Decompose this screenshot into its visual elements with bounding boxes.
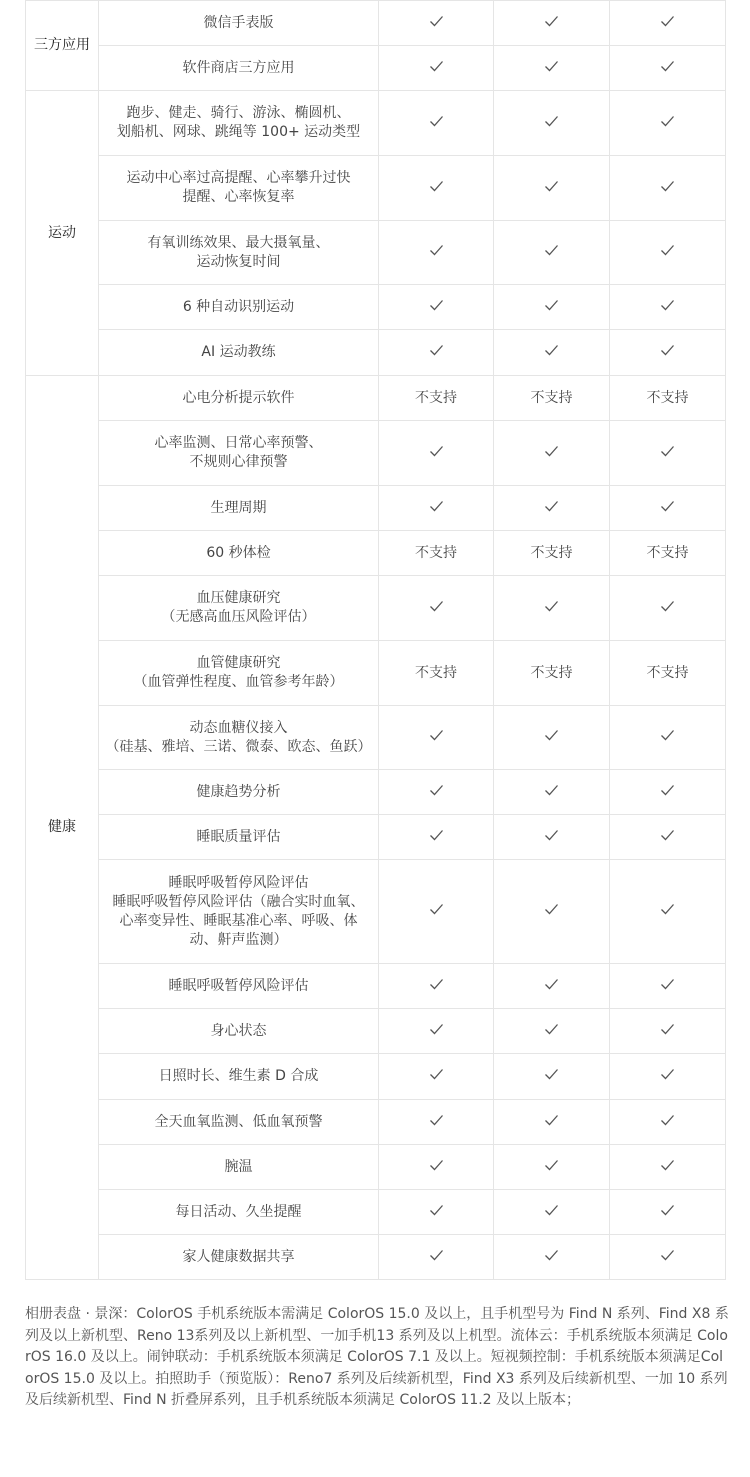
check-icon [544, 299, 559, 311]
check-icon [544, 1204, 559, 1216]
feature-line: 每日活动、久坐提醒 [175, 1203, 302, 1220]
support-cell [494, 421, 610, 486]
check-icon [660, 445, 675, 457]
check-icon [660, 344, 675, 356]
support-cell [494, 1190, 610, 1235]
check-icon [544, 1023, 559, 1035]
check-icon [660, 15, 675, 27]
not-supported-label: 不支持 [530, 389, 573, 406]
check-icon [660, 978, 675, 990]
support-cell [494, 860, 610, 964]
table-row [26, 421, 726, 486]
feature-cell [99, 1054, 379, 1100]
check-icon [544, 600, 559, 612]
support-cell [494, 285, 610, 330]
table-row [26, 330, 726, 376]
feature-line: 睡眠质量评估 [196, 828, 281, 845]
check-icon [429, 244, 444, 256]
check-icon [660, 1204, 675, 1216]
check-icon [544, 344, 559, 356]
feature-line: 软件商店三方应用 [182, 59, 295, 76]
support-cell [494, 576, 610, 641]
check-icon [660, 1023, 675, 1035]
feature-line: 血压健康研究 [196, 590, 281, 606]
feature-cell [99, 531, 379, 576]
support-cell [494, 1009, 610, 1054]
check-icon [429, 344, 444, 356]
table-row [26, 1, 726, 46]
check-icon [429, 500, 444, 512]
feature-line: 心电分析提示软件 [182, 389, 295, 406]
feature-line: 划船机、网球、跳绳等 100+ 运动类型 [116, 124, 361, 140]
support-cell [494, 641, 610, 706]
table-row [26, 576, 726, 641]
support-cell [494, 1, 610, 46]
feature-cell [99, 221, 379, 285]
feature-line: AI 运动教练 [201, 344, 276, 360]
check-icon [660, 299, 675, 311]
table-row [26, 46, 726, 91]
not-supported-label: 不支持 [646, 664, 689, 681]
feature-cell [99, 770, 379, 815]
check-icon [660, 784, 675, 796]
feature-cell [99, 376, 379, 421]
support-cell [494, 46, 610, 91]
feature-line: 6 种自动识别运动 [182, 298, 295, 315]
support-cell [610, 156, 726, 221]
check-icon [429, 115, 444, 127]
feature-cell [99, 421, 379, 486]
support-cell [494, 1054, 610, 1100]
support-cell [494, 1235, 610, 1280]
footnote: 相册表盘 · 景深：ColorOS 手机系统版本需满足 ColorOS 15.0 及以上，且手机型号为 Find N 系列、Find X8 系列及以上新机型、Reno 13系列及以上新机型、一加手机13 系列及以上机型。流体云：手机系统版本须满足 ColorOS 16.0 及以上。闹钟联动：手机系统版本须满足 ColorOS 7.1 及以上。短视频控制：手机系统版本须满足ColorOS 15.0 及以上。拍照助手（预览版）：Reno7 系列及后续新机型，Find X3 系列及后续新机型、一加 10 系列及后续新机型、Find N 折叠屏系列，且手机系统版本须满足 ColorOS 11.2 及以上版本； [25, 1306, 729, 1408]
table-row [26, 156, 726, 221]
support-cell [610, 421, 726, 486]
support-cell [379, 46, 494, 91]
support-cell [610, 486, 726, 531]
check-icon [660, 903, 675, 915]
support-cell [494, 1145, 610, 1190]
feature-line: 运动中心率过高提醒、心率攀升过快 [126, 170, 351, 186]
check-icon [429, 729, 444, 741]
table-row [26, 770, 726, 815]
not-supported-label: 不支持 [530, 664, 573, 681]
feature-line: 日照时长、维生素 D 合成 [158, 1068, 319, 1084]
check-icon [660, 829, 675, 841]
check-icon [429, 1068, 444, 1080]
feature-cell [99, 860, 379, 964]
support-cell [379, 964, 494, 1009]
support-cell [494, 531, 610, 576]
support-cell [494, 156, 610, 221]
check-icon [660, 1249, 675, 1261]
support-cell [610, 376, 726, 421]
support-cell [610, 641, 726, 706]
not-supported-label: 不支持 [530, 544, 573, 561]
table-row [26, 641, 726, 706]
feature-cell [99, 964, 379, 1009]
not-supported-label: 不支持 [415, 389, 457, 406]
table-row [26, 1235, 726, 1280]
feature-cell [99, 1009, 379, 1054]
category-cell: 健康 [26, 376, 99, 1280]
support-cell [610, 706, 726, 770]
support-cell [494, 221, 610, 285]
feature-line: 动、鼾声监测） [189, 931, 288, 948]
support-cell [379, 221, 494, 285]
check-icon [660, 500, 675, 512]
feature-line: 提醒、心率恢复率 [182, 189, 295, 205]
support-cell [379, 815, 494, 860]
check-icon [660, 60, 675, 72]
support-cell [610, 1100, 726, 1145]
support-cell [494, 770, 610, 815]
feature-line: 睡眠呼吸暂停风险评估（融合实时血氧、 [112, 893, 365, 910]
support-cell [610, 964, 726, 1009]
check-icon [544, 978, 559, 990]
check-icon [429, 1159, 444, 1171]
support-cell [610, 1145, 726, 1190]
support-cell [494, 815, 610, 860]
feature-line: 全天血氧监测、低血氧预警 [154, 1113, 323, 1130]
check-icon [660, 115, 675, 127]
feature-cell [99, 1190, 379, 1235]
support-cell [610, 91, 726, 156]
check-icon [544, 903, 559, 915]
table-row [26, 91, 726, 156]
support-cell [610, 815, 726, 860]
support-cell [379, 421, 494, 486]
feature-line: 动态血糖仪接入 [189, 719, 288, 736]
table-row [26, 1145, 726, 1190]
support-cell [610, 285, 726, 330]
feature-comparison-table [25, 0, 726, 1280]
support-cell [494, 376, 610, 421]
support-cell [379, 576, 494, 641]
check-icon [429, 829, 444, 841]
check-icon [429, 903, 444, 915]
not-supported-label: 不支持 [646, 544, 689, 561]
check-icon [429, 1023, 444, 1035]
support-cell [610, 860, 726, 964]
support-cell [379, 285, 494, 330]
feature-line: 跑步、健走、骑行、游泳、椭圆机、 [126, 105, 351, 121]
support-cell [379, 860, 494, 964]
feature-cell [99, 1100, 379, 1145]
check-icon [429, 978, 444, 990]
table-row [26, 531, 726, 576]
check-icon [544, 115, 559, 127]
feature-line: 运动恢复时间 [196, 253, 281, 270]
check-icon [429, 445, 444, 457]
feature-cell [99, 285, 379, 330]
support-cell [379, 91, 494, 156]
table-row [26, 964, 726, 1009]
support-cell [494, 91, 610, 156]
feature-line: 健康趋势分析 [196, 783, 281, 800]
feature-cell [99, 815, 379, 860]
feature-line: 家人健康数据共享 [182, 1248, 295, 1265]
table-body [26, 1, 726, 1280]
table-row [26, 706, 726, 770]
check-icon [429, 60, 444, 72]
check-icon [660, 1159, 675, 1171]
feature-cell [99, 706, 379, 770]
support-cell [610, 330, 726, 376]
check-icon [429, 1204, 444, 1216]
feature-line: 微信手表版 [203, 14, 274, 31]
check-icon [544, 500, 559, 512]
support-cell [379, 770, 494, 815]
check-icon [660, 729, 675, 741]
support-cell [379, 1145, 494, 1190]
feature-cell [99, 156, 379, 221]
check-icon [429, 1249, 444, 1261]
category-cell: 三方应用 [26, 1, 99, 91]
check-icon [429, 1114, 444, 1126]
check-icon [429, 15, 444, 27]
check-icon [544, 784, 559, 796]
support-cell [610, 1054, 726, 1100]
feature-line: （硅基、雅培、三诺、微泰、欧态、鱼跃） [105, 738, 372, 755]
table-row [26, 376, 726, 421]
table-row [26, 221, 726, 285]
check-icon [544, 244, 559, 256]
check-icon [544, 1068, 559, 1080]
check-icon [544, 829, 559, 841]
check-icon [544, 729, 559, 741]
feature-line: （血管弹性程度、血管参考年龄） [133, 674, 344, 690]
check-icon [429, 600, 444, 612]
support-cell [379, 376, 494, 421]
check-icon [429, 180, 444, 192]
not-supported-label: 不支持 [415, 664, 457, 681]
feature-cell [99, 91, 379, 156]
category-cell: 运动 [26, 91, 99, 376]
support-cell [610, 770, 726, 815]
feature-cell [99, 46, 379, 91]
support-cell [494, 486, 610, 531]
support-cell [610, 221, 726, 285]
check-icon [660, 1068, 675, 1080]
feature-cell [99, 330, 379, 376]
check-icon [544, 445, 559, 457]
check-icon [544, 15, 559, 27]
support-cell [379, 1009, 494, 1054]
feature-line: 睡眠呼吸暂停风险评估 [168, 874, 309, 891]
support-cell [610, 531, 726, 576]
feature-line: 身心状态 [210, 1022, 267, 1039]
table-row [26, 1009, 726, 1054]
support-cell [610, 1009, 726, 1054]
support-cell [379, 1054, 494, 1100]
feature-line: 有氧训练效果、最大摄氧量、 [147, 234, 330, 251]
check-icon [660, 1114, 675, 1126]
feature-line: 心率监测、日常心率预警、 [154, 435, 323, 451]
feature-cell [99, 641, 379, 706]
support-cell [610, 1190, 726, 1235]
support-cell [379, 706, 494, 770]
table-row [26, 1054, 726, 1100]
feature-cell [99, 1145, 379, 1190]
feature-line: 血管健康研究 [196, 655, 281, 671]
check-icon [429, 299, 444, 311]
feature-cell [99, 576, 379, 641]
feature-line: 腕温 [224, 1158, 253, 1175]
table-row [26, 860, 726, 964]
feature-cell [99, 1235, 379, 1280]
support-cell [379, 1235, 494, 1280]
support-cell [494, 330, 610, 376]
check-icon [544, 60, 559, 72]
table-row [26, 815, 726, 860]
support-cell [379, 486, 494, 531]
feature-line: 心率变异性、睡眠基准心率、呼吸、体 [119, 912, 358, 929]
not-supported-label: 不支持 [415, 544, 457, 561]
check-icon [544, 1249, 559, 1261]
support-cell [610, 1235, 726, 1280]
support-cell [379, 1100, 494, 1145]
support-cell [379, 1, 494, 46]
table-row [26, 1190, 726, 1235]
not-supported-label: 不支持 [646, 389, 689, 406]
support-cell [494, 964, 610, 1009]
check-icon [544, 1114, 559, 1126]
table-row [26, 1100, 726, 1145]
support-cell [379, 641, 494, 706]
check-icon [429, 784, 444, 796]
feature-line: 不规则心律预警 [189, 454, 288, 470]
feature-line: 生理周期 [210, 499, 267, 516]
table-row [26, 285, 726, 330]
support-cell [379, 531, 494, 576]
support-cell [379, 330, 494, 376]
feature-cell [99, 486, 379, 531]
support-cell [379, 1190, 494, 1235]
check-icon [660, 600, 675, 612]
check-icon [660, 180, 675, 192]
check-icon [544, 180, 559, 192]
feature-cell [99, 1, 379, 46]
feature-line: （无感高血压风险评估） [161, 609, 316, 625]
table-row [26, 486, 726, 531]
support-cell [610, 1, 726, 46]
feature-line: 睡眠呼吸暂停风险评估 [168, 977, 309, 994]
support-cell [379, 156, 494, 221]
check-icon [544, 1159, 559, 1171]
support-cell [494, 706, 610, 770]
check-icon [660, 244, 675, 256]
support-cell [494, 1100, 610, 1145]
support-cell [610, 46, 726, 91]
support-cell [610, 576, 726, 641]
feature-line: 60 秒体检 [206, 544, 271, 561]
